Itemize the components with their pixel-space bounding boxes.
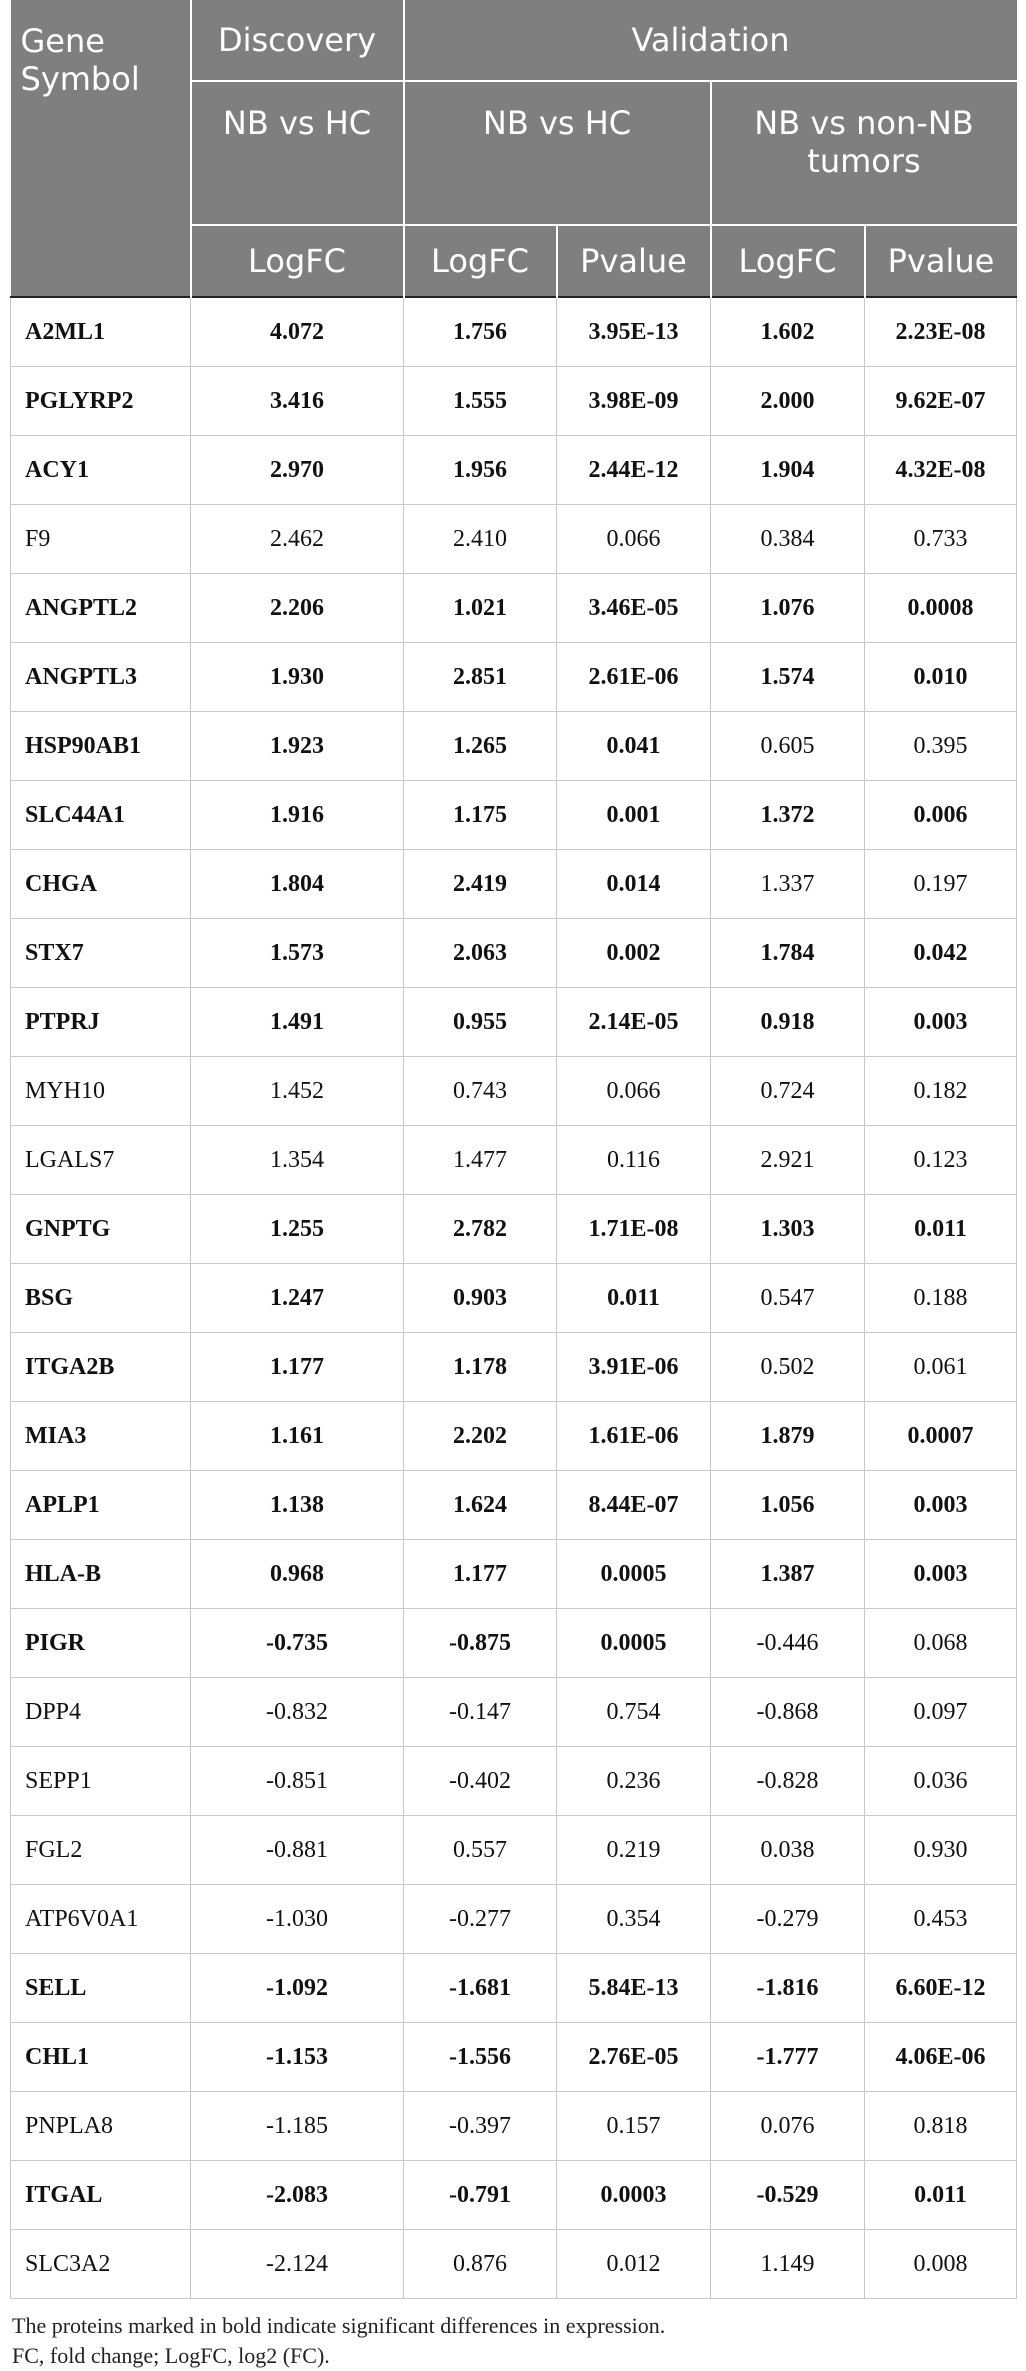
value-cell: 2.419 xyxy=(404,850,557,919)
value-cell: 0.003 xyxy=(865,1471,1017,1540)
value-cell: -1.556 xyxy=(404,2023,557,2092)
value-cell: 1.452 xyxy=(191,1057,404,1126)
value-cell: -0.397 xyxy=(404,2092,557,2161)
gene-symbol-cell: F9 xyxy=(11,505,191,574)
value-cell: -0.147 xyxy=(404,1678,557,1747)
header-discovery: Discovery xyxy=(191,0,404,81)
table-row xyxy=(11,1195,1017,1264)
value-cell: 0.0005 xyxy=(557,1540,711,1609)
value-cell: 0.068 xyxy=(865,1609,1017,1678)
value-cell: 1.372 xyxy=(711,781,865,850)
value-cell: 1.303 xyxy=(711,1195,865,1264)
value-cell: 1.175 xyxy=(404,781,557,850)
table-row xyxy=(11,1264,1017,1333)
gene-symbol-cell: SLC3A2 xyxy=(11,2230,191,2299)
value-cell: 1.021 xyxy=(404,574,557,643)
value-cell: 0.219 xyxy=(557,1816,711,1885)
value-cell: -0.277 xyxy=(404,1885,557,1954)
value-cell: 0.188 xyxy=(865,1264,1017,1333)
value-cell: 0.116 xyxy=(557,1126,711,1195)
value-cell: 1.247 xyxy=(191,1264,404,1333)
value-cell: 0.014 xyxy=(557,850,711,919)
value-cell: -1.777 xyxy=(711,2023,865,2092)
gene-expression-table xyxy=(10,0,1017,2299)
value-cell: 1.61E-06 xyxy=(557,1402,711,1471)
value-cell: 0.123 xyxy=(865,1126,1017,1195)
table-row xyxy=(11,1471,1017,1540)
gene-symbol-cell: APLP1 xyxy=(11,1471,191,1540)
value-cell: -0.735 xyxy=(191,1609,404,1678)
value-cell: -1.185 xyxy=(191,2092,404,2161)
gene-symbol-cell: ATP6V0A1 xyxy=(11,1885,191,1954)
value-cell: 1.71E-08 xyxy=(557,1195,711,1264)
value-cell: -2.083 xyxy=(191,2161,404,2230)
table-row xyxy=(11,2161,1017,2230)
value-cell: 0.002 xyxy=(557,919,711,988)
value-cell: 0.0007 xyxy=(865,1402,1017,1471)
value-cell: 1.916 xyxy=(191,781,404,850)
value-cell: 0.042 xyxy=(865,919,1017,988)
value-cell: -0.868 xyxy=(711,1678,865,1747)
value-cell: 1.477 xyxy=(404,1126,557,1195)
value-cell: 0.066 xyxy=(557,505,711,574)
gene-symbol-cell: ITGA2B xyxy=(11,1333,191,1402)
value-cell: 3.91E-06 xyxy=(557,1333,711,1402)
value-cell: 1.354 xyxy=(191,1126,404,1195)
value-cell: 1.573 xyxy=(191,919,404,988)
value-cell: -1.681 xyxy=(404,1954,557,2023)
table-row xyxy=(11,2023,1017,2092)
gene-symbol-cell: DPP4 xyxy=(11,1678,191,1747)
table-row xyxy=(11,297,1017,367)
header-discovery-logfc: LogFC xyxy=(191,225,404,297)
value-cell: 0.157 xyxy=(557,2092,711,2161)
gene-symbol-cell: SEPP1 xyxy=(11,1747,191,1816)
gene-symbol-cell: PTPRJ xyxy=(11,988,191,1057)
header-validation-nonnb-pvalue: Pvalue xyxy=(865,225,1017,297)
value-cell: 1.178 xyxy=(404,1333,557,1402)
value-cell: 0.038 xyxy=(711,1816,865,1885)
value-cell: 0.743 xyxy=(404,1057,557,1126)
value-cell: 2.063 xyxy=(404,919,557,988)
value-cell: 2.921 xyxy=(711,1126,865,1195)
value-cell: 0.724 xyxy=(711,1057,865,1126)
value-cell: 0.502 xyxy=(711,1333,865,1402)
gene-symbol-cell: ANGPTL3 xyxy=(11,643,191,712)
value-cell: 4.06E-06 xyxy=(865,2023,1017,2092)
value-cell: 0.066 xyxy=(557,1057,711,1126)
value-cell: 0.733 xyxy=(865,505,1017,574)
value-cell: 0.097 xyxy=(865,1678,1017,1747)
table-footnote xyxy=(10,2311,1016,2371)
value-cell: 0.395 xyxy=(865,712,1017,781)
table-row xyxy=(11,1540,1017,1609)
value-cell: 0.547 xyxy=(711,1264,865,1333)
value-cell: 1.756 xyxy=(404,297,557,367)
value-cell: 0.008 xyxy=(865,2230,1017,2299)
gene-symbol-cell: HLA-B xyxy=(11,1540,191,1609)
value-cell: 6.60E-12 xyxy=(865,1954,1017,2023)
gene-symbol-cell: FGL2 xyxy=(11,1816,191,1885)
table-row xyxy=(11,1402,1017,1471)
value-cell: 2.851 xyxy=(404,643,557,712)
value-cell: 1.879 xyxy=(711,1402,865,1471)
value-cell: 0.182 xyxy=(865,1057,1017,1126)
header-validation-hc-logfc: LogFC xyxy=(404,225,557,297)
header-validation-nb-vs-hc: NB vs HC xyxy=(404,81,711,225)
value-cell: 0.354 xyxy=(557,1885,711,1954)
value-cell: 2.410 xyxy=(404,505,557,574)
footnote-bold-note: The proteins marked in bold indicate significant differences in expression. xyxy=(12,2313,666,2338)
value-cell: 1.177 xyxy=(191,1333,404,1402)
value-cell: 0.006 xyxy=(865,781,1017,850)
value-cell: 1.624 xyxy=(404,1471,557,1540)
value-cell: -0.828 xyxy=(711,1747,865,1816)
table-container xyxy=(10,0,1016,2371)
value-cell: 1.574 xyxy=(711,643,865,712)
value-cell: 1.491 xyxy=(191,988,404,1057)
value-cell: -1.153 xyxy=(191,2023,404,2092)
value-cell: 1.904 xyxy=(711,436,865,505)
value-cell: 0.003 xyxy=(865,1540,1017,1609)
value-cell: 0.197 xyxy=(865,850,1017,919)
value-cell: 1.923 xyxy=(191,712,404,781)
value-cell: 2.44E-12 xyxy=(557,436,711,505)
header-validation-hc-pvalue: Pvalue xyxy=(557,225,711,297)
value-cell: 2.462 xyxy=(191,505,404,574)
value-cell: 0.557 xyxy=(404,1816,557,1885)
value-cell: 1.149 xyxy=(711,2230,865,2299)
table-row xyxy=(11,1816,1017,1885)
value-cell: 2.76E-05 xyxy=(557,2023,711,2092)
value-cell: 1.161 xyxy=(191,1402,404,1471)
gene-symbol-cell: MYH10 xyxy=(11,1057,191,1126)
table-row xyxy=(11,367,1017,436)
gene-symbol-cell: BSG xyxy=(11,1264,191,1333)
value-cell: -0.881 xyxy=(191,1816,404,1885)
value-cell: 1.177 xyxy=(404,1540,557,1609)
value-cell: 0.011 xyxy=(865,2161,1017,2230)
table-row xyxy=(11,1678,1017,1747)
gene-symbol-cell: CHL1 xyxy=(11,2023,191,2092)
value-cell: -2.124 xyxy=(191,2230,404,2299)
value-cell: -1.030 xyxy=(191,1885,404,1954)
value-cell: -0.529 xyxy=(711,2161,865,2230)
value-cell: 0.384 xyxy=(711,505,865,574)
table-row xyxy=(11,2230,1017,2299)
value-cell: -0.791 xyxy=(404,2161,557,2230)
gene-symbol-cell: PNPLA8 xyxy=(11,2092,191,2161)
value-cell: 2.14E-05 xyxy=(557,988,711,1057)
value-cell: 0.001 xyxy=(557,781,711,850)
value-cell: -0.402 xyxy=(404,1747,557,1816)
footnote-abbreviations: FC, fold change; LogFC, log2 (FC). xyxy=(12,2343,330,2368)
table-row xyxy=(11,1885,1017,1954)
value-cell: 1.255 xyxy=(191,1195,404,1264)
gene-symbol-cell: SELL xyxy=(11,1954,191,2023)
value-cell: 1.056 xyxy=(711,1471,865,1540)
table-row xyxy=(11,574,1017,643)
value-cell: 4.072 xyxy=(191,297,404,367)
gene-symbol-cell: ITGAL xyxy=(11,2161,191,2230)
value-cell: -1.092 xyxy=(191,1954,404,2023)
value-cell: 1.555 xyxy=(404,367,557,436)
table-row xyxy=(11,1609,1017,1678)
table-row xyxy=(11,1954,1017,2023)
value-cell: -0.875 xyxy=(404,1609,557,1678)
value-cell: 3.98E-09 xyxy=(557,367,711,436)
value-cell: 0.818 xyxy=(865,2092,1017,2161)
table-row xyxy=(11,1333,1017,1402)
value-cell: 8.44E-07 xyxy=(557,1471,711,1540)
value-cell: 0.754 xyxy=(557,1678,711,1747)
value-cell: -0.446 xyxy=(711,1609,865,1678)
gene-symbol-cell: ACY1 xyxy=(11,436,191,505)
value-cell: 0.036 xyxy=(865,1747,1017,1816)
value-cell: -0.279 xyxy=(711,1885,865,1954)
value-cell: 0.010 xyxy=(865,643,1017,712)
value-cell: 3.416 xyxy=(191,367,404,436)
gene-symbol-cell: MIA3 xyxy=(11,1402,191,1471)
value-cell: 1.337 xyxy=(711,850,865,919)
value-cell: 1.784 xyxy=(711,919,865,988)
header-validation: Validation xyxy=(404,0,1017,81)
table-row xyxy=(11,712,1017,781)
value-cell: 0.041 xyxy=(557,712,711,781)
value-cell: 2.206 xyxy=(191,574,404,643)
table-row xyxy=(11,1126,1017,1195)
value-cell: -1.816 xyxy=(711,1954,865,2023)
gene-symbol-cell: SLC44A1 xyxy=(11,781,191,850)
value-cell: 0.0008 xyxy=(865,574,1017,643)
value-cell: 2.202 xyxy=(404,1402,557,1471)
value-cell: 0.003 xyxy=(865,988,1017,1057)
table-row xyxy=(11,919,1017,988)
table-row xyxy=(11,850,1017,919)
value-cell: 0.918 xyxy=(711,988,865,1057)
gene-symbol-cell: HSP90AB1 xyxy=(11,712,191,781)
value-cell: 0.903 xyxy=(404,1264,557,1333)
value-cell: 0.076 xyxy=(711,2092,865,2161)
value-cell: 2.61E-06 xyxy=(557,643,711,712)
table-row xyxy=(11,505,1017,574)
value-cell: 0.0005 xyxy=(557,1609,711,1678)
value-cell: 0.453 xyxy=(865,1885,1017,1954)
value-cell: 1.387 xyxy=(711,1540,865,1609)
value-cell: 0.236 xyxy=(557,1747,711,1816)
value-cell: 1.804 xyxy=(191,850,404,919)
value-cell: 2.000 xyxy=(711,367,865,436)
value-cell: 2.782 xyxy=(404,1195,557,1264)
value-cell: 0.0003 xyxy=(557,2161,711,2230)
value-cell: 1.265 xyxy=(404,712,557,781)
value-cell: 0.011 xyxy=(557,1264,711,1333)
table-row xyxy=(11,781,1017,850)
value-cell: 0.968 xyxy=(191,1540,404,1609)
value-cell: 5.84E-13 xyxy=(557,1954,711,2023)
value-cell: 1.956 xyxy=(404,436,557,505)
gene-symbol-cell: A2ML1 xyxy=(11,297,191,367)
gene-symbol-cell: LGALS7 xyxy=(11,1126,191,1195)
header-validation-nonnb-logfc: LogFC xyxy=(711,225,865,297)
header-discovery-nb-vs-hc: NB vs HC xyxy=(191,81,404,225)
header-validation-nb-vs-nonnb: NB vs non-NB tumors xyxy=(711,81,1017,225)
value-cell: 2.23E-08 xyxy=(865,297,1017,367)
value-cell: 1.076 xyxy=(711,574,865,643)
value-cell: 0.061 xyxy=(865,1333,1017,1402)
gene-symbol-cell: GNPTG xyxy=(11,1195,191,1264)
value-cell: 0.012 xyxy=(557,2230,711,2299)
value-cell: 0.011 xyxy=(865,1195,1017,1264)
value-cell: 9.62E-07 xyxy=(865,367,1017,436)
table-body xyxy=(11,297,1017,2299)
value-cell: -0.851 xyxy=(191,1747,404,1816)
table-row xyxy=(11,2092,1017,2161)
gene-symbol-cell: PIGR xyxy=(11,1609,191,1678)
value-cell: 3.46E-05 xyxy=(557,574,711,643)
value-cell: 0.605 xyxy=(711,712,865,781)
table-row xyxy=(11,436,1017,505)
gene-symbol-cell: STX7 xyxy=(11,919,191,988)
value-cell: 3.95E-13 xyxy=(557,297,711,367)
value-cell: 1.602 xyxy=(711,297,865,367)
value-cell: 1.138 xyxy=(191,1471,404,1540)
gene-symbol-cell: PGLYRP2 xyxy=(11,367,191,436)
header-gene-symbol: Gene Symbol xyxy=(11,0,191,297)
value-cell: 2.970 xyxy=(191,436,404,505)
value-cell: 0.930 xyxy=(865,1816,1017,1885)
table-row xyxy=(11,1057,1017,1126)
value-cell: 0.876 xyxy=(404,2230,557,2299)
gene-symbol-cell: CHGA xyxy=(11,850,191,919)
gene-symbol-cell: ANGPTL2 xyxy=(11,574,191,643)
value-cell: 4.32E-08 xyxy=(865,436,1017,505)
value-cell: -0.832 xyxy=(191,1678,404,1747)
table-row xyxy=(11,1747,1017,1816)
value-cell: 0.955 xyxy=(404,988,557,1057)
table-header xyxy=(11,0,1017,297)
value-cell: 1.930 xyxy=(191,643,404,712)
table-row xyxy=(11,643,1017,712)
table-row xyxy=(11,988,1017,1057)
